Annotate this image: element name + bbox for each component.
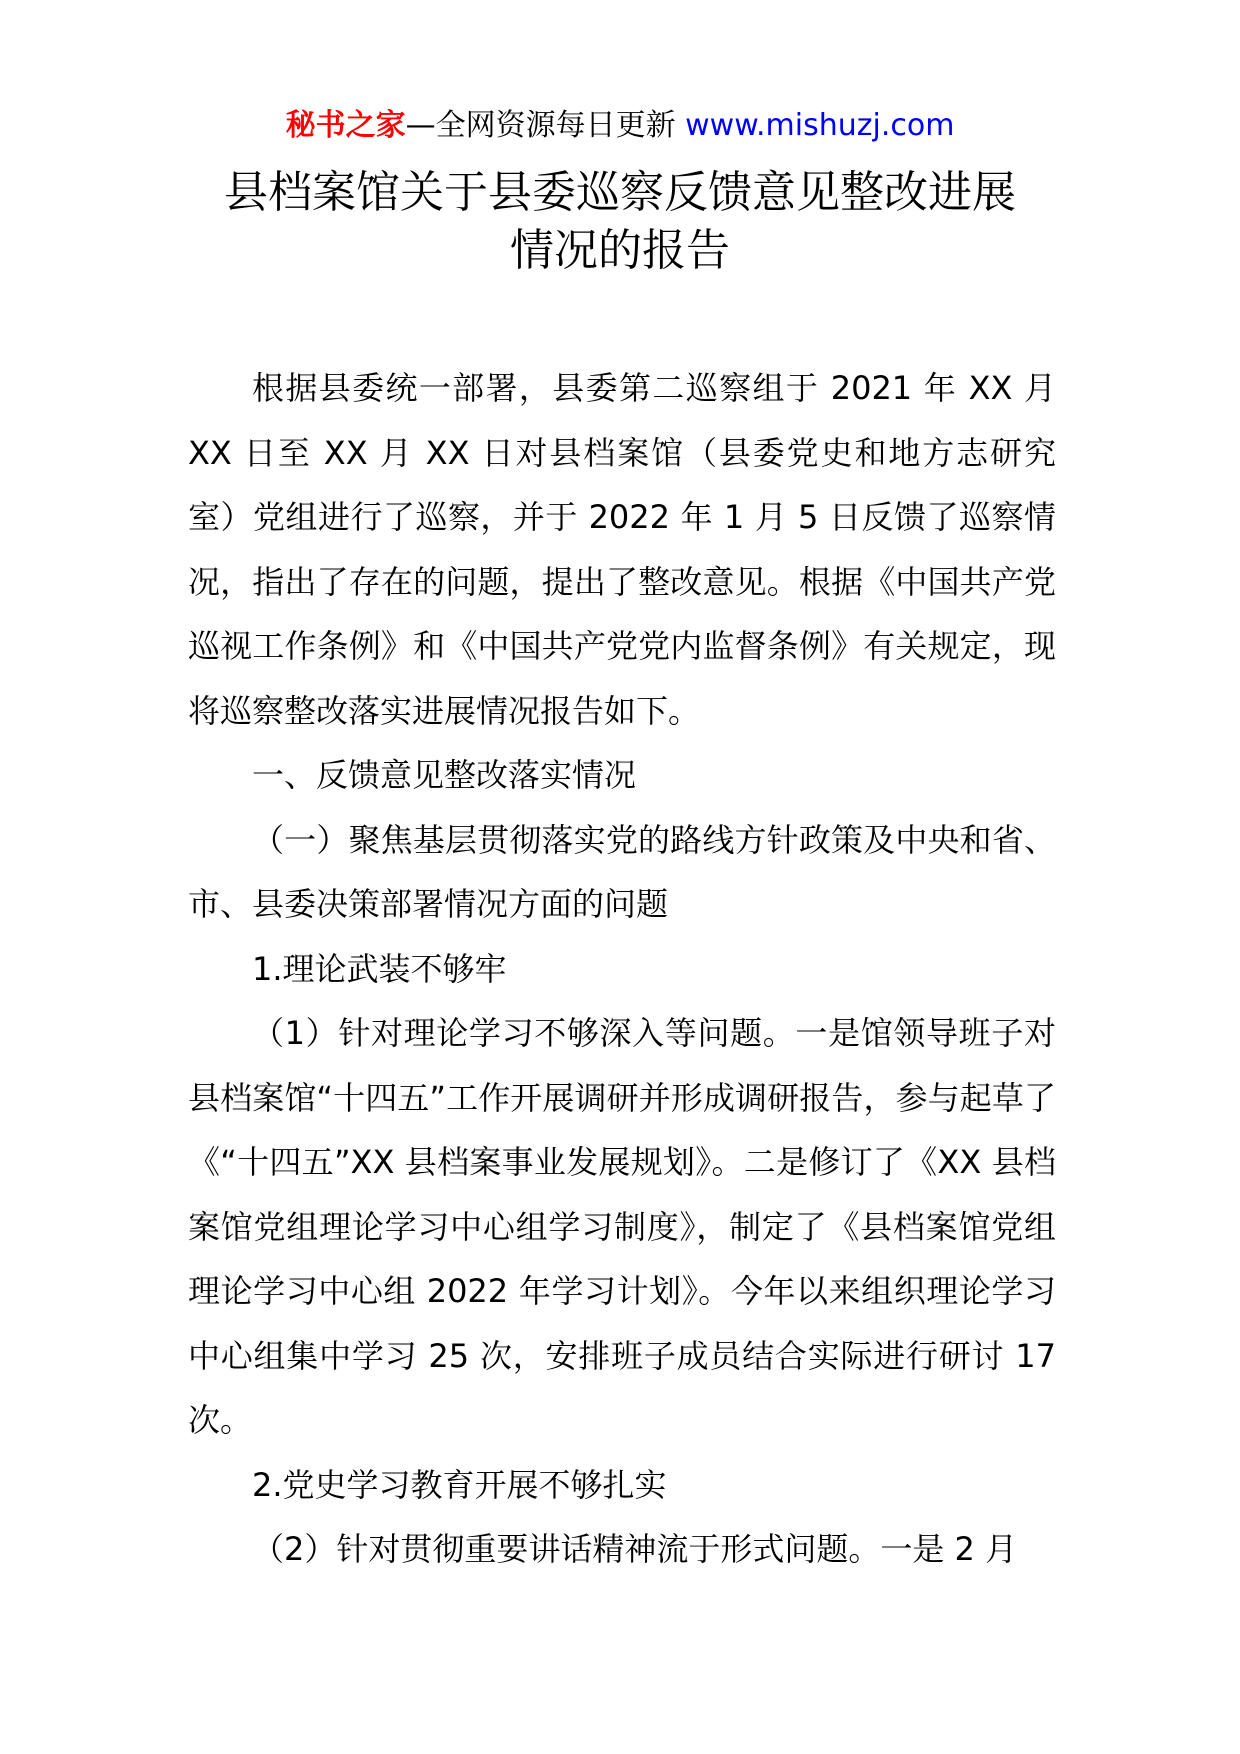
title-line-1: 县档案馆关于县委巡察反馈意见整改进展 [224,167,1016,218]
site-header [0,104,1240,148]
intro-paragraph: 根据县委统一部署，县委第二巡察组于 2021 年 XX 月 XX 日至 XX 月 XX 日对县档案馆（县委党史和地方志研究室）党组进行了巡察，并于 2022 年 1 月 5 日反馈了巡察情况，指出了存在的问题，提出了整改意见。根据《中国共产党巡视工作条例》和《中国共产党党内监督条例》有关规定，现将巡察整改落实进展情况报告如下。 [188,369,1056,730]
section-heading-1: 一、反馈意见整改落实情况 [252,756,637,794]
document-title [180,164,1060,280]
brand-name: 秘书之家 [285,108,406,143]
item-heading-2: 2.党史学习教育开展不够扎实 [252,1465,667,1504]
subsection-heading-1: （一）聚焦基层贯彻落实党的路线方针政策及中央和省、市、县委决策部署情况方面的问题 [188,820,1056,923]
site-url-link[interactable]: www.mishuzj.com [685,108,955,143]
item-paragraph-1: （1）针对理论学习不够深入等问题。一是馆领导班子对县档案馆“十四五”工作开展调研并形成调研报告，参与起草了《“十四五”XX 县档案事业发展规划》。二是修订了《XX 县档案馆党组理论学习中心组学习制度》，制定了《县档案馆党组理论学习中心组 2022 年学习计划》。今年以来组织理论学习中心组集中学习 25 次，安排班子成员结合实际进行研讨 17 次。 [188,1014,1056,1439]
item-paragraph-2: （2）针对贯彻重要讲话精神流于形式问题。一是 2 月 [252,1530,1018,1568]
item-heading-1: 1.理论武装不够牢 [252,949,507,988]
header-slogan: —全网资源每日更新 [405,108,686,143]
document-body [188,356,1056,1582]
title-line-2: 情况的报告 [510,225,730,276]
